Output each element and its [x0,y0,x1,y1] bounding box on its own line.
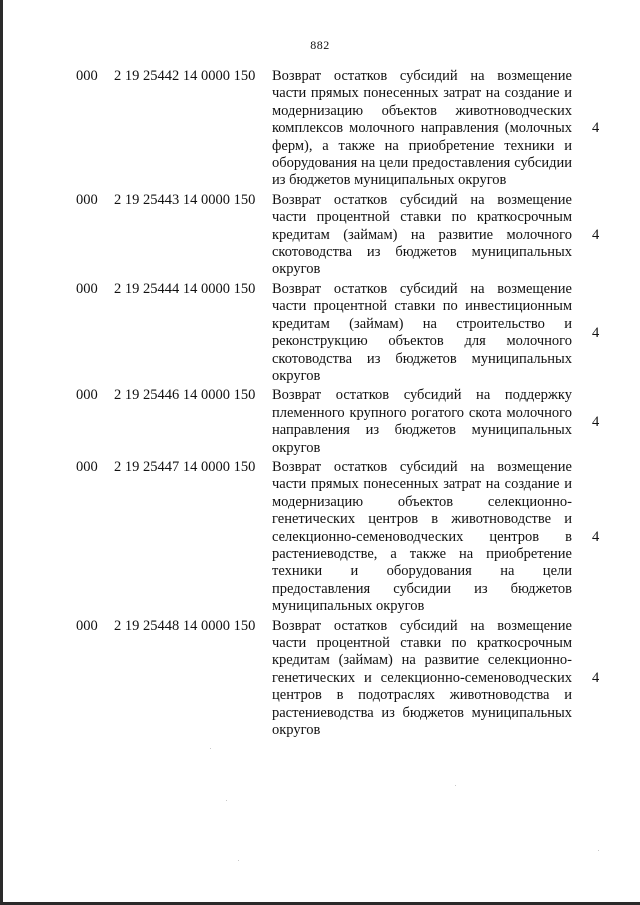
scan-speck [455,785,456,786]
page-number: 882 [310,38,330,52]
column-number-cell: 4 [592,324,600,341]
income-name-cell: Возврат остатков субсидий на поддержку племенного крупного рогатого скота молочного направления из бюджетов муниципальных округов [272,387,572,456]
budget-classification-code-cell: 2 19 25443 14 0000 150 [114,191,256,208]
scan-speck [226,800,227,801]
scan-speck [210,748,211,749]
table-row [0,459,640,616]
admin-code-cell: 000 [76,191,98,208]
scan-speck [598,850,599,851]
income-name-cell: Возврат остатков субсидий на возмещение части процентной ставки по инвестиционным кредитам (займам) на строительство и реконструкцию объектов для молочного скотоводства из бюджетов муниципальных округов [272,280,572,384]
budget-code-table [0,68,640,741]
income-name-cell: Возврат остатков субсидий на возмещение части прямых понесенных затрат на создание и модернизацию объектов селекционно-генетических центров в животноводстве и селекционно-семеноводческих центров в растениеводстве, а также на приобретение техники и оборудования на цели предоставления субсидии из бюджетов муниципальных округов [272,458,572,615]
admin-code-cell: 000 [76,387,98,404]
column-number-cell: 4 [592,670,600,687]
column-number-cell: 4 [592,120,600,137]
budget-classification-code-cell: 2 19 25448 14 0000 150 [114,617,256,634]
budget-classification-code-cell: 2 19 25442 14 0000 150 [114,68,256,84]
budget-classification-code-cell: 2 19 25444 14 0000 150 [114,280,256,297]
budget-classification-code-cell: 2 19 25446 14 0000 150 [114,387,256,404]
table-row [0,68,640,190]
income-name-cell: Возврат остатков субсидий на возмещение части процентной ставки по краткосрочным кредитам (займам) на развитие селекционно-генетических и селекционно-семеноводческих центров в подотраслях животноводства и растениеводства из бюджетов муниципальных округов [272,617,572,739]
column-number-cell: 4 [592,413,600,430]
income-name-cell: Возврат остатков субсидий на возмещение части прямых понесенных затрат на создание и модернизацию объектов животноводческих комплексов молочного направления (молочных ферм), а также на приобретение техники и оборудования на цели предоставления субсидии из бюджетов муниципальных округов [272,68,572,189]
column-number-cell: 4 [592,528,600,545]
table-row [0,387,640,457]
admin-code-cell: 000 [76,617,98,634]
budget-classification-code-cell: 2 19 25447 14 0000 150 [114,458,256,475]
table-row [0,192,640,279]
admin-code-cell: 000 [76,68,98,84]
column-number-cell: 4 [592,226,600,243]
admin-code-cell: 000 [76,458,98,475]
scan-speck [238,860,239,861]
admin-code-cell: 000 [76,280,98,297]
income-name-cell: Возврат остатков субсидий на возмещение части процентной ставки по краткосрочным кредитам (займам) на развитие молочного скотоводства из бюджетов муниципальных округов [272,191,572,278]
table-row [0,618,640,740]
table-row [0,281,640,385]
